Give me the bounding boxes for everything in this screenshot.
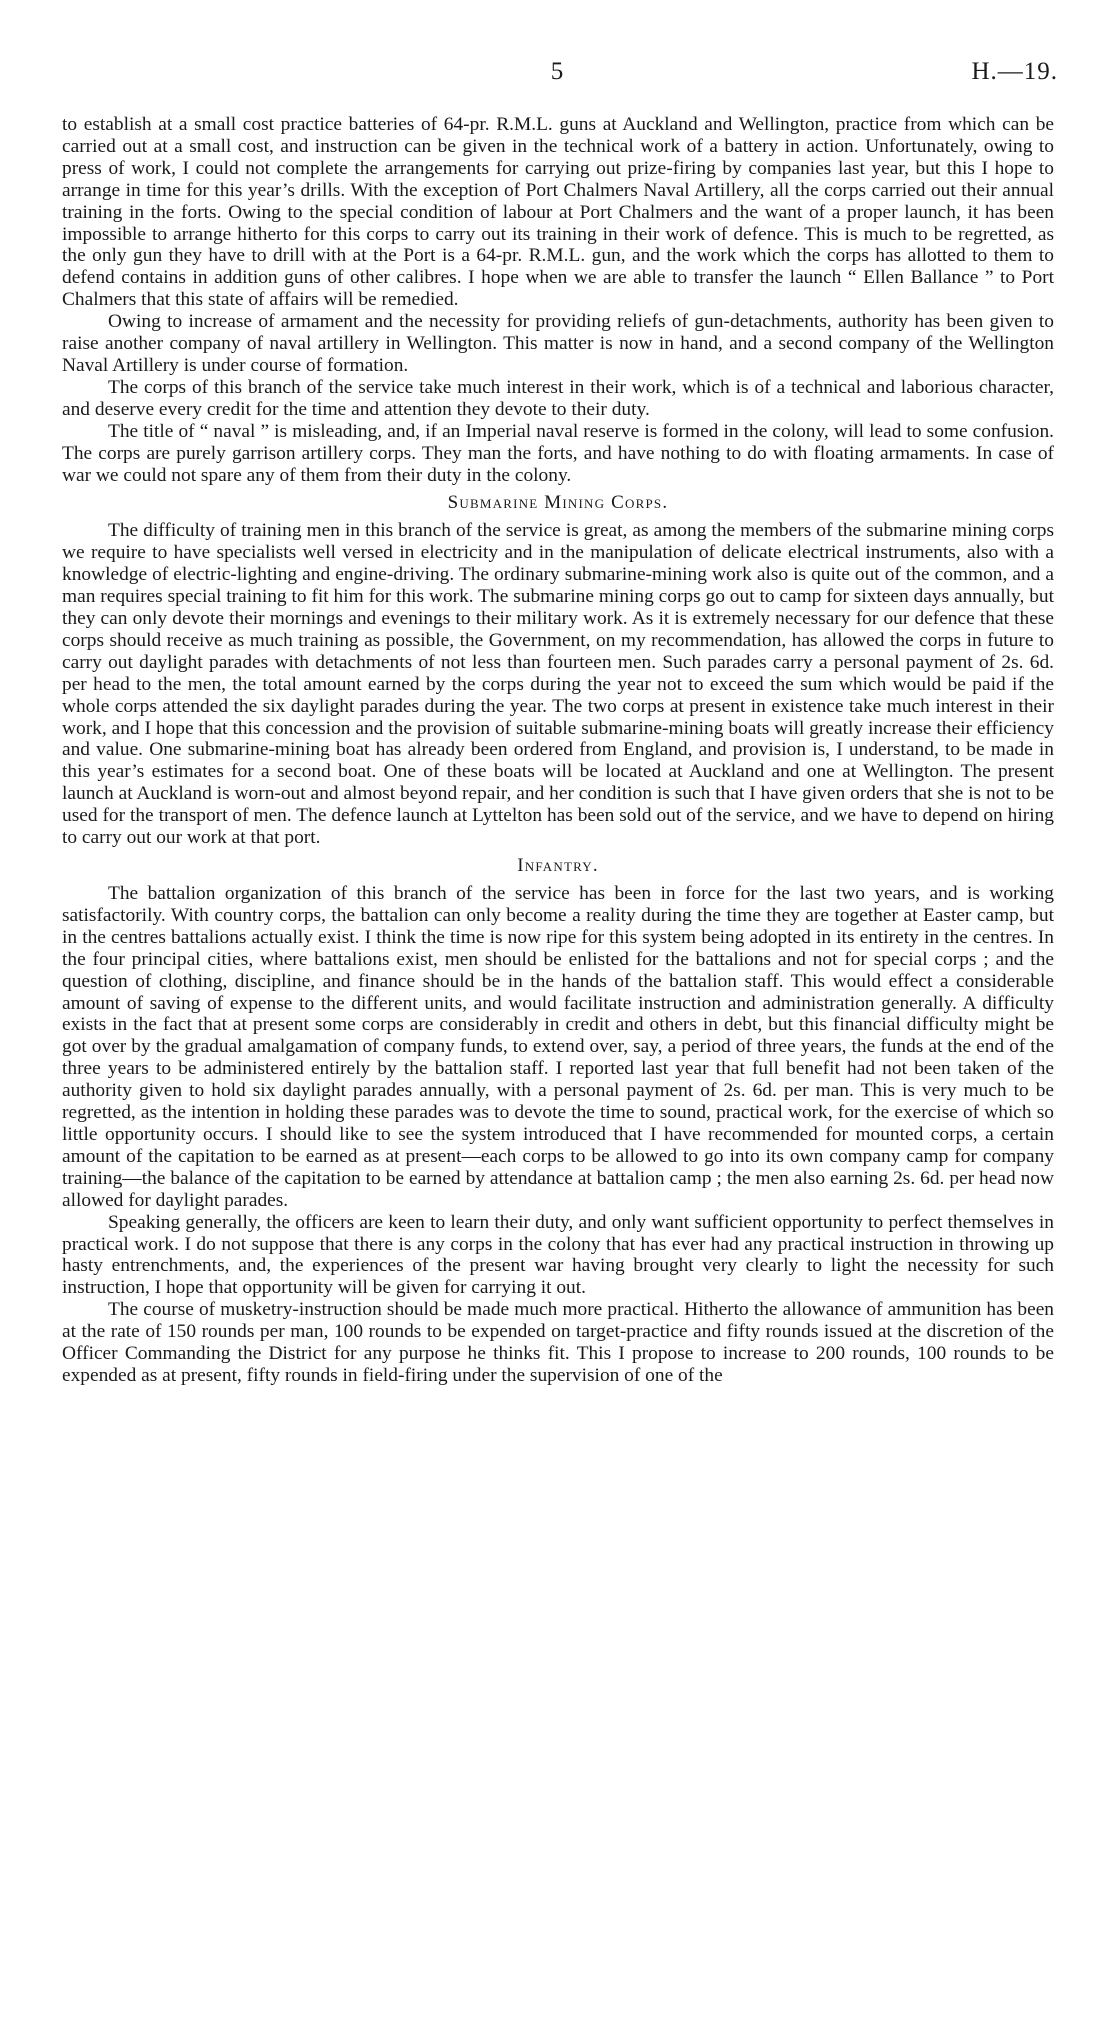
document-reference: H.—19. <box>971 58 1058 85</box>
paragraph-submarine-mining: The difficulty of training men in this branch of the service is great, as among the members of the submarine mining corps we require to have specialists well versed in electricity and in the manipulation of delicate electrical instruments, also with a knowledge of electric-lighting and engine-driving. The ordinary submarine-mining work also is quite out of the common, and a man requires special training to fit him for this work. The submarine mining corps go out to camp for sixteen days annually, but they can only devote their mornings and evenings to their military work. As it is extremely necessary for our defence that these corps should receive as much training as possible, the Government, on my recommendation, has allowed the corps in future to carry out daylight parades with detachments of not less than fourteen men. Such parades carry a personal payment of 2s. 6d. per head to the men, the total amount earned by the corps during the year not to exceed the sum which would be paid if the whole corps attended the six daylight parades during the year. The two corps at present in existence take much interest in their work, and I hope that this concession and the provision of suitable submarine-mining boats will greatly increase their efficiency and value. One submarine-mining boat has already been ordered from England, and provision is, I understand, to be made in this year’s estimates for a second boat. One of these boats will be located at Auckland and one at Wellington. The present launch at Auckland is worn-out and almost beyond repair, and her condition is such that I have given orders that she is not to be used for the transport of men. The defence launch at Lyttelton has been sold out of the service, and we have to depend on hiring to carry out our work at that port. <box>62 520 1054 849</box>
page-number: 5 <box>550 58 564 85</box>
paragraph-musketry: The course of musketry-instruction should be made much more practical. Hitherto the allowance of ammunition has been at the rate of 150 rounds per man, 100 rounds to be expended on target-practice and fifty rounds issued at the discretion of the Officer Commanding the District for any purpose he thinks fit. This I propose to increase to 200 rounds, 100 rounds to be expended as at present, fifty rounds in field-firing under the supervision of one of the <box>62 1299 1054 1386</box>
paragraph-battalion-organization: The battalion organization of this branch of the service has been in force for the last two years, and is working satisfactorily. With country corps, the battalion can only become a reality during the time they are together at Easter camp, but in the centres battalions actually exist. I think the time is now ripe for this system being adopted in its entirety in the centres. In the four principal cities, where battalions exist, men should be enlisted for the battalions and not for special corps ; and the question of clothing, discipline, and finance should be in the hands of the battalion staff. This would effect a considerable amount of saving of expense to the different units, and would facilitate instruction and administration generally. A difficulty exists in the fact that at present some corps are considerably in credit and others in debt, but this financial difficulty might be got over by the gradual amalgamation of company funds, to extend over, say, a period of three years, the funds at the end of the three years to be administered entirely by the battalion staff. I reported last year that full benefit had not been taken of the authority given to hold six daylight parades annually, with a personal payment of 2s. 6d. per man. This is very much to be regretted, as the intention in holding these parades was to devote the time to sound, practical work, for the exercise of which so little opportunity occurs. I should like to see the system introduced that I have recommended for mounted corps, a certain amount of the capitation to be earned as at present—each corps to be allowed to go into its own company camp for company training—the balance of the capitation to be earned by attendance at battalion camp ; the men also earning 2s. 6d. per head now allowed for daylight parades. <box>62 883 1054 1211</box>
paragraph-armament: Owing to increase of armament and the necessity for providing reliefs of gun-detachments, authority has been given to raise another company of naval artillery in Wellington. This matter is now in hand, and a second company of the Wellington Naval Artillery is under course of formation. <box>62 311 1054 376</box>
heading-infantry: Infantry. <box>517 855 599 876</box>
paragraph-officers: Speaking generally, the officers are keen to learn their duty, and only want sufficient opportunity to perfect themselves in practical work. I do not suppose that there is any corps in the colony that has ever had any practical instruction in throwing up hasty entrenchments, and, the experiences of the present war having brought very clearly to light the necessity for such instruction, I hope that opportunity will be given for carrying it out. <box>62 1211 1054 1299</box>
heading-submarine-mining-corps: Submarine Mining Corps. <box>447 492 669 514</box>
paragraph-naval-title: The title of “ naval ” is misleading, and, if an Imperial naval reserve is formed in the colony, will lead to some confusion. The corps are purely garrison artillery corps. They man the forts, and have nothing to do with floating armaments. In case of war we could not spare any of them from their duty in the colony. <box>62 420 1054 486</box>
paragraph-corps-interest: The corps of this branch of the service take much interest in their work, which is of a technical and laborious character, and deserve every credit for the time and attention they devote to their duty. <box>62 376 1054 420</box>
paragraph-naval-artillery-continued: to establish at a small cost practice batteries of 64-pr. R.M.L. guns at Auckland and Wellington, practice from which can be carried out at a small cost, and instruction can be given in the technical work of a battery in action. Unfortunately, owing to press of work, I could not complete the arrangements for carrying out prize-firing by companies last year, but this I hope to arrange in time for this year’s drills. With the exception of Port Chalmers Naval Artillery, all the corps carried out their annual training in the forts. Owing to the special condition of labour at Port Chalmers and the want of a proper launch, it has been impossible to arrange hitherto for this corps to carry out its training in their work of defence. This is much to be regretted, as the only gun they have to drill with at the Port is a 64-pr. R.M.L. gun, and the work which the corps has allotted to them to defend contains in addition guns of other calibres. I hope when we are able to transfer the launch “ Ellen Ballance ” to Port Chalmers that this state of affairs will be remedied. <box>62 114 1054 311</box>
body-text <box>62 114 1054 1387</box>
